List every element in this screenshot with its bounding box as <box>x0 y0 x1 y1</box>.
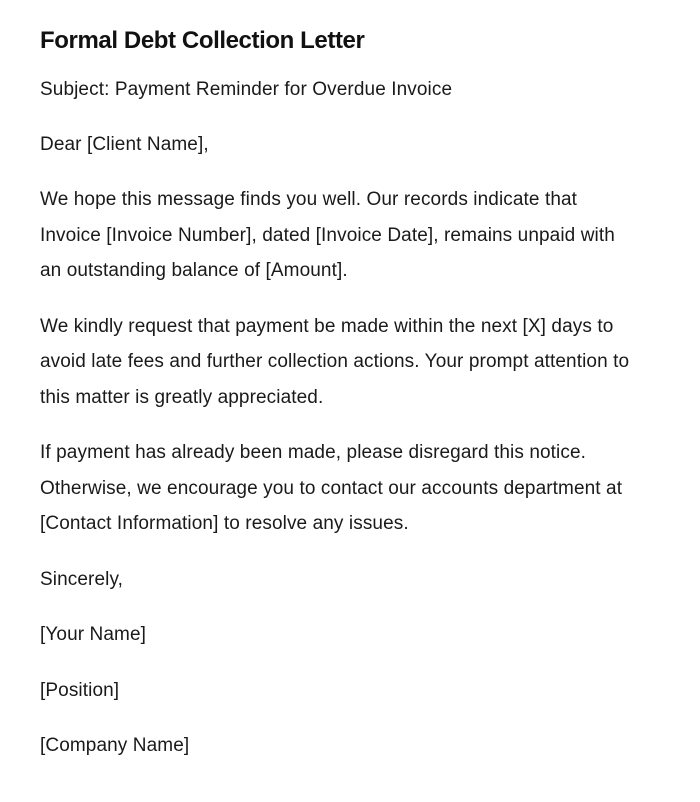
letter-title: Formal Debt Collection Letter <box>40 27 365 54</box>
letter-paragraph-2: We kindly request that payment be made within the next [X] days to avoid late fees and further collection actions. Your prompt attention to this matter is greatly appreciated. <box>40 315 630 408</box>
letter-salutation: Dear [Client Name], <box>40 133 209 155</box>
signature-company: [Company Name] <box>40 735 190 756</box>
signature-position: [Position] <box>40 679 120 701</box>
letter-paragraph-1: We hope this message finds you well. Our records indicate that Invoice [Invoice Number], dated [Invoice Date], remains unpaid with an outstanding balance of [Amount]. <box>40 189 615 281</box>
signature-name: [Your Name] <box>40 624 147 645</box>
letter-closing: Sincerely, <box>40 568 124 590</box>
letter-subject: Subject: Payment Reminder for Overdue Invoice <box>40 79 453 100</box>
letter-paragraph-3: If payment has already been made, please disregard this notice. Otherwise, we encourage you to contact our accounts department at [Contact Information] to resolve any issues. <box>40 442 623 534</box>
